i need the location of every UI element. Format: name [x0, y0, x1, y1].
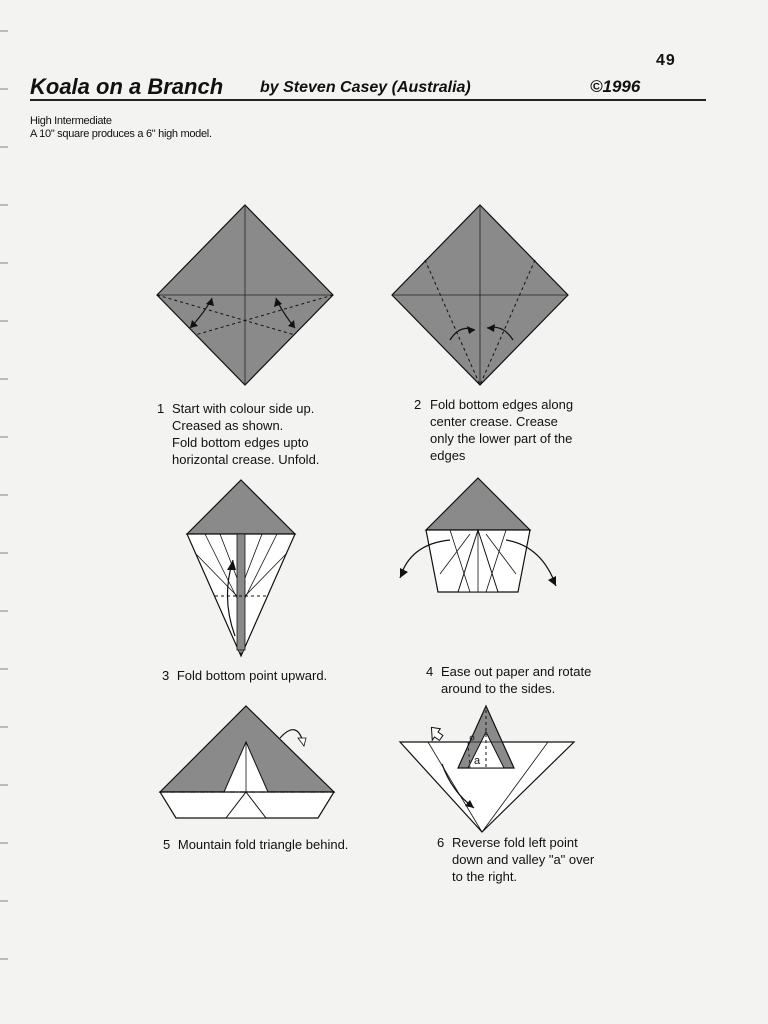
- step-6-caption: 6 Reverse fold left point down and valley "a" over to the right.: [437, 835, 595, 884]
- page-title: Koala on a Branch: [30, 74, 224, 99]
- diagram-step-4: [390, 474, 565, 604]
- diagram-step-5: [158, 702, 338, 824]
- author-credit: by Steven Casey (Australia): [260, 79, 471, 96]
- step-4-num: 4: [426, 664, 434, 679]
- diagram-step-6: [398, 702, 578, 842]
- copyright-notice: ©1996: [590, 77, 641, 96]
- step-4-caption: 4 Ease out paper and rotate around to the sides.: [426, 664, 592, 696]
- step-1-num: 1: [157, 401, 165, 416]
- step-5-num: 5: [163, 837, 171, 852]
- diagram-step-1: [150, 200, 340, 390]
- step-2-num: 2: [414, 397, 422, 412]
- title-row: [30, 74, 706, 100]
- step-2-caption: 2 Fold bottom edges along center crease. Crease only the lower part of the edges: [414, 397, 574, 463]
- binder-edge: [0, 0, 10, 1024]
- step-6-num: 6: [437, 835, 445, 850]
- step-5-caption: 5 Mountain fold triangle behind.: [163, 837, 349, 852]
- step-3-num: 3: [162, 668, 170, 683]
- diagram-step-2: [385, 200, 575, 390]
- page-number: 49: [656, 52, 676, 69]
- diagram-step-3: [185, 478, 297, 660]
- title-divider: [30, 99, 706, 101]
- paper-size-note: A 10" square produces a 6" high model.: [30, 128, 212, 140]
- step-3-caption: 3 Fold bottom point upward.: [162, 668, 328, 683]
- difficulty-level: High Intermediate: [30, 115, 112, 127]
- step-1-lines: Start with colour side up. Creased as shown. Fold bottom edges upto horizontal crease. Unfold.: [172, 401, 320, 467]
- crease-label-a: a: [474, 755, 481, 767]
